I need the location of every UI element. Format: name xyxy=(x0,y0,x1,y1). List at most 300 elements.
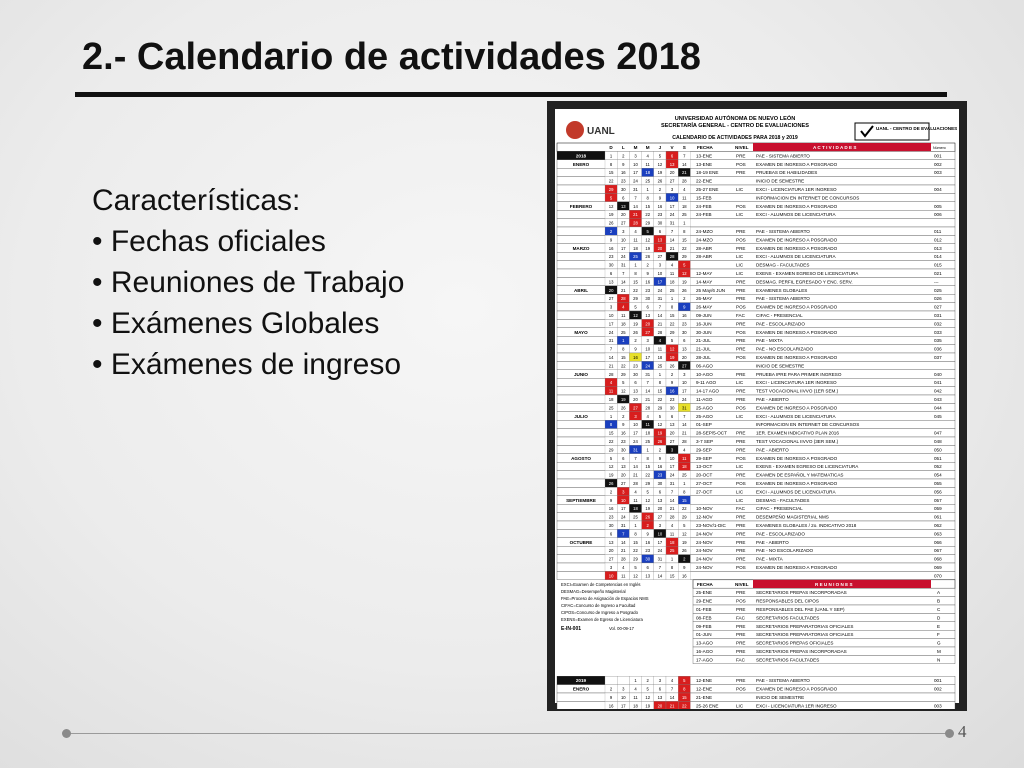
day-number: 2 xyxy=(658,447,662,453)
activity-level: POS xyxy=(736,565,746,570)
day-number: 15 xyxy=(633,539,638,545)
reunion-row xyxy=(693,597,955,605)
day-number: 13 xyxy=(608,539,614,545)
activity-number: 036 xyxy=(934,346,942,352)
day-number: 2 xyxy=(622,413,625,419)
day-number: 17 xyxy=(620,245,626,251)
day-number: 2 xyxy=(646,262,649,268)
activity-date: 25 May/6 JUN xyxy=(696,287,726,293)
day-number-2019: 20 xyxy=(657,703,663,709)
day-number-2019: 4 xyxy=(670,678,674,684)
day-number: 7 xyxy=(670,229,674,234)
day-number: 10 xyxy=(620,237,626,243)
day-number: 18 xyxy=(633,245,638,251)
day-number: 4 xyxy=(670,523,674,528)
activity-level: PRE xyxy=(736,430,746,436)
day-number: 30 xyxy=(681,329,687,335)
day-number: 8 xyxy=(646,195,649,201)
day-number: 29 xyxy=(633,296,638,302)
day-number: 3 xyxy=(609,565,613,570)
day-number: 14 xyxy=(608,355,614,360)
day-number: 22 xyxy=(669,321,675,327)
activity-date: 24-NOV xyxy=(696,539,713,545)
activity-name: EXCI - ALUMNOS DE LICENCIATURA xyxy=(756,413,836,419)
weekday-header: S xyxy=(682,145,686,150)
activity-date: 16-JUN xyxy=(696,321,712,327)
reunion-letter: F xyxy=(937,632,940,638)
activity-level: PRE xyxy=(736,472,746,478)
day-number: 10 xyxy=(657,531,663,537)
activity-number: 027 xyxy=(934,304,942,310)
reunion-level: FAC xyxy=(736,615,745,621)
day-number: 18 xyxy=(669,279,675,285)
day-number: 23 xyxy=(657,212,663,218)
activity-level: LIC xyxy=(736,497,744,503)
day-number: 16 xyxy=(608,245,614,251)
activity-name: PAE - SISTEMA ABIERTO xyxy=(756,229,810,234)
activity2019-date: 21-ENE xyxy=(696,695,713,700)
day-number: 21 xyxy=(620,287,626,293)
day-number: 16 xyxy=(608,506,614,512)
activity-date: 25-AGO xyxy=(696,413,713,419)
day-number: 10 xyxy=(645,346,651,352)
day-number: 17 xyxy=(681,388,687,394)
day-number: 14 xyxy=(681,161,687,167)
month-label: ABRIL xyxy=(573,287,589,293)
activity-level: PRE xyxy=(736,170,746,176)
activity-level: PRE xyxy=(736,279,746,285)
day-number: 4 xyxy=(646,413,649,419)
day-number: 13 xyxy=(633,388,638,394)
day-number-2019: 3 xyxy=(622,686,625,692)
day-number: 11 xyxy=(621,573,626,579)
day-number-2019: 8 xyxy=(683,686,686,692)
day-number: 11 xyxy=(657,346,663,352)
day-number: 1 xyxy=(634,523,637,528)
month-label: JULIO xyxy=(574,413,588,419)
day-number: 24 xyxy=(657,548,663,554)
day-number: 5 xyxy=(646,489,649,495)
day-number: 10 xyxy=(620,497,626,503)
activity-name: EXAMENES GLOBALES xyxy=(756,287,808,293)
day-number: 15 xyxy=(681,237,687,243)
day-number: 26 xyxy=(645,254,651,260)
activity-number: 068 xyxy=(934,556,942,562)
day-number: 31 xyxy=(681,405,687,411)
day-number: 5 xyxy=(658,153,662,159)
day-number-2019: 7 xyxy=(670,686,674,692)
day-number: 29 xyxy=(681,514,687,520)
day-number-2019: 21 xyxy=(669,703,675,709)
day-number: 22 xyxy=(645,472,651,478)
activity-date: 24-NOV xyxy=(696,565,713,570)
day-number: 12 xyxy=(608,464,614,470)
day-number: 13 xyxy=(645,573,651,579)
day-number: 29 xyxy=(669,329,675,335)
activity-level: LIC xyxy=(736,212,744,218)
day-number: 20 xyxy=(669,170,675,176)
activity-name: EXENS - EXAMEN EGRESO DE LICENCIATURA xyxy=(756,271,859,276)
activity-number: 004 xyxy=(934,187,942,192)
activity-name: EXCI - ALUMNOS DE LICENCIATURA xyxy=(756,254,836,260)
activity-level: LIC xyxy=(736,254,744,260)
activity-date: 3-7 SEP xyxy=(696,439,714,444)
day-number: 9 xyxy=(658,195,662,201)
day-number: 20 xyxy=(620,212,626,218)
activity-name: PAE - SISTEMA ABIERTO xyxy=(756,296,810,302)
day-number: 3 xyxy=(683,371,686,377)
day-number: 19 xyxy=(669,355,675,360)
day-number: 18 xyxy=(657,355,663,360)
reunion-name: SECRETARIOS FACULTADES xyxy=(756,615,820,621)
day-number: 8 xyxy=(646,455,649,461)
day-number: 14 xyxy=(657,313,663,318)
activity-name: INICIO DE SEMESTRE xyxy=(756,363,805,369)
activity-date: 25-AGO xyxy=(696,405,713,411)
day-number: 23 xyxy=(657,472,663,478)
day-number: 10 xyxy=(608,573,614,579)
day-number: 5 xyxy=(634,304,637,310)
day-number: 24 xyxy=(608,329,614,335)
activity2019-number: 003 xyxy=(934,703,942,709)
activity-date: 9-11 AGO xyxy=(696,380,717,386)
activity-date: 28-ABR xyxy=(696,245,713,251)
activity-number: 042 xyxy=(934,388,942,394)
activity-number: 014 xyxy=(934,254,942,260)
day-number: 3 xyxy=(658,262,662,268)
day-number: 3 xyxy=(646,338,649,344)
day-number: 31 xyxy=(669,220,675,226)
day-number: 16 xyxy=(620,430,626,436)
activity-name: INICIO DE SEMESTRE xyxy=(756,178,805,184)
day-number: 1 xyxy=(609,153,613,159)
day-number: 23 xyxy=(620,439,626,444)
day-number: 7 xyxy=(670,489,674,495)
activity-date: 28-ABR xyxy=(696,254,713,260)
day-number: 30 xyxy=(657,220,663,226)
activity-date: 24-NOV xyxy=(696,556,713,562)
day-number: 12 xyxy=(633,573,638,579)
day-number: 17 xyxy=(633,430,638,436)
activity-number: 044 xyxy=(934,405,942,411)
day-number: 16 xyxy=(657,203,663,209)
activity-number: 040 xyxy=(934,371,942,377)
day-number: 9 xyxy=(658,455,662,461)
day-number: 4 xyxy=(683,447,686,453)
day-number: 20 xyxy=(620,472,626,478)
day-number: 1 xyxy=(683,481,686,486)
activity-date: 01-SEP xyxy=(696,422,712,428)
day-number: 27 xyxy=(633,405,638,411)
day-number: 1 xyxy=(609,413,613,419)
day-number: 16 xyxy=(620,170,626,176)
reunion-level: POS xyxy=(736,598,746,604)
day-number: 19 xyxy=(645,506,651,512)
activity-number: 051 xyxy=(934,455,942,461)
activity-level: POS xyxy=(736,329,746,335)
activity-level: FAC xyxy=(736,506,745,512)
reunion-name: SECRETARIOS PREPARATORIAS OFICIALES xyxy=(756,632,854,638)
activity-level: PRE xyxy=(736,287,746,293)
day-number: 9 xyxy=(609,237,613,243)
activity-date: 29-SEP xyxy=(696,447,712,453)
activity-level: PRE xyxy=(736,439,746,444)
day-number: 26 xyxy=(669,363,675,369)
day-number: 24 xyxy=(633,439,638,444)
day-number: 5 xyxy=(622,380,625,386)
activity-name: EXAMEN DE INGRESO A POSGRADO xyxy=(756,161,838,167)
day-number: 15 xyxy=(645,203,651,209)
day-number: 24 xyxy=(620,254,626,260)
day-number: 27 xyxy=(620,220,626,226)
reunion-name: SECRETARIOS PREPAS INCORPORADAS xyxy=(756,649,847,654)
day-number: 13 xyxy=(620,203,626,209)
reunion-row xyxy=(693,613,955,621)
reunion-level: FAC xyxy=(736,657,745,663)
day-number: 21 xyxy=(681,170,687,176)
day-number: 25 xyxy=(669,287,675,293)
weekday-header: M xyxy=(633,145,638,150)
day-number: 11 xyxy=(682,455,687,461)
day-number: 6 xyxy=(658,229,662,234)
reunion-letter: G xyxy=(937,640,941,646)
activity-number: 041 xyxy=(934,380,942,386)
legend-line: EXCI=Examen de Competencias en Inglés xyxy=(561,581,641,587)
activity-number: 054 xyxy=(934,472,942,478)
day-number: 23 xyxy=(681,321,687,327)
day-number: 9 xyxy=(683,304,686,310)
activity-date: 24-NOV xyxy=(696,548,713,554)
day-number: 28 xyxy=(633,481,638,486)
day-number: 11 xyxy=(633,237,638,243)
activity2019-number: 002 xyxy=(934,686,942,692)
day-number-2019: 4 xyxy=(634,686,637,692)
day-number: 27 xyxy=(645,329,651,335)
reunion-level: PRE xyxy=(736,649,746,654)
day-number: 22 xyxy=(633,287,638,293)
activity-name: EXENS - EXAMEN EGRESO DE LICENCIATURA xyxy=(756,464,859,470)
reunion-letter: N xyxy=(937,657,941,663)
bullet-fechas: • Fechas oficiales xyxy=(92,225,326,258)
weekday-header: V xyxy=(670,145,674,150)
activity-level: LIC xyxy=(736,271,744,276)
activity-number: 033 xyxy=(934,329,942,335)
day-number: 9 xyxy=(622,422,625,428)
activity-number: --- xyxy=(934,279,939,285)
month-label: JUNIO xyxy=(573,371,589,377)
day-number: 17 xyxy=(669,203,675,209)
day-number: 13 xyxy=(669,422,675,428)
activity-name: EXAMEN DE INGRESO A POSGRADO xyxy=(756,237,838,243)
day-number: 2 xyxy=(646,523,649,528)
day-number: 28 xyxy=(633,220,638,226)
reunion-name: RESPONSABLES DEL PAE (UANL Y SEP) xyxy=(756,607,845,612)
day-number: 29 xyxy=(608,447,614,453)
day-number: 28 xyxy=(608,371,614,377)
day-number: 23 xyxy=(620,178,626,184)
day-number: 27 xyxy=(657,254,663,260)
day-number: 5 xyxy=(658,413,662,419)
day-number: 14 xyxy=(633,464,638,470)
activity-name: PRUEBAS DE HABILIDADES xyxy=(756,170,818,176)
activity-date: 27-OCT xyxy=(696,481,713,486)
day-number: 2 xyxy=(683,296,686,302)
day-number: 7 xyxy=(634,455,637,461)
day-number: 6 xyxy=(646,565,649,570)
reunion-name: SECRETARIOS FACULTADES xyxy=(756,657,820,663)
day-number: 24 xyxy=(633,178,638,184)
day-number: 9 xyxy=(634,346,637,352)
day-number: 15 xyxy=(620,355,626,360)
reunion-letter: M xyxy=(937,649,941,654)
day-number: 31 xyxy=(657,296,663,302)
day-number: 3 xyxy=(670,187,674,192)
activity2019-date: 25-26 ENE xyxy=(696,703,719,709)
day-number: 24 xyxy=(657,287,663,293)
day-number: 25 xyxy=(620,329,626,335)
day-number-2019: 22 xyxy=(681,703,687,709)
day-number: 5 xyxy=(683,262,686,268)
day-number-2019: 12 xyxy=(645,695,651,700)
activity-name: PAE - NO ESCOLARIZADO xyxy=(756,346,814,352)
day-number: 26 xyxy=(681,287,687,293)
day-number-2019: 6 xyxy=(658,686,662,692)
day-number: 10 xyxy=(608,313,614,318)
day-number: 25 xyxy=(681,212,687,218)
secretary-name: SECRETARÍA GENERAL - CENTRO DE EVALUACIONES xyxy=(660,123,810,129)
activity-level: POS xyxy=(736,481,746,486)
footer-dot-left xyxy=(62,729,71,738)
day-number: 31 xyxy=(620,523,626,528)
day-number: 12 xyxy=(657,422,663,428)
activity-date: 28-SEP/5-OCT xyxy=(696,430,727,436)
activity-date: 24-FEB xyxy=(696,212,712,218)
reunion-name: RESPONSABLES DEL CIPOS xyxy=(756,598,819,604)
day-number: 31 xyxy=(669,481,675,486)
fecha-header: FECHA xyxy=(697,145,713,150)
day-number: 3 xyxy=(634,413,637,419)
day-number: 18 xyxy=(633,506,638,512)
activity-name: DESMAG. PERFIL EGRESADO Y ENC. SERV. xyxy=(756,279,853,285)
activity-name: PAE - ABIERTO xyxy=(756,447,789,453)
activity-name: TEST VOCACIONAL IIVVO (3ER SEM.) xyxy=(756,439,839,444)
day-number: 26 xyxy=(657,439,663,444)
month-label: MARZO xyxy=(572,245,590,251)
day-number: 20 xyxy=(645,321,651,327)
day-number: 30 xyxy=(645,556,651,562)
day-number: 17 xyxy=(633,170,638,176)
activity-level: PRE xyxy=(736,388,746,394)
day-number: 11 xyxy=(645,422,650,428)
activity-number: 015 xyxy=(934,262,942,268)
activity2019-name: PAE - SISTEMA ABIERTO xyxy=(756,678,810,684)
day-number: 2 xyxy=(658,187,662,192)
day-number: 11 xyxy=(682,195,687,201)
activity-date: 10-NOV xyxy=(696,506,713,512)
day-number: 23 xyxy=(608,254,614,260)
day-number: 18 xyxy=(681,203,687,209)
day-number: 7 xyxy=(646,380,649,386)
calendar-document xyxy=(547,101,967,711)
day-number: 25 xyxy=(645,439,651,444)
document-version: Vol. 00-09-17 xyxy=(609,625,634,631)
reunion-letter: E xyxy=(937,623,941,629)
day-number: 25 xyxy=(608,405,614,411)
activity-name: PAE - NO ESCOLARIZADO xyxy=(756,548,814,554)
day-number: 15 xyxy=(608,430,614,436)
day-number: 22 xyxy=(657,397,663,402)
day-cell-2019 xyxy=(617,676,629,684)
page-number: 4 xyxy=(958,722,967,741)
activity-date: 25-27 ENE xyxy=(696,187,719,192)
actividades-header: A C T I V I D A D E S xyxy=(813,145,857,150)
day-number: 9 xyxy=(609,497,613,503)
day-number: 29 xyxy=(633,556,638,562)
day-number: 12 xyxy=(681,271,687,276)
day-number: 12 xyxy=(645,237,651,243)
day-number: 27 xyxy=(669,178,675,184)
day-number: 21 xyxy=(669,506,675,512)
day-number: 13 xyxy=(657,497,663,503)
day-number: 7 xyxy=(683,413,686,419)
day-number: 26 xyxy=(645,514,651,520)
weekday-header: M xyxy=(645,145,650,150)
reunion-level: PRE xyxy=(736,623,746,629)
day-number: 5 xyxy=(646,229,649,234)
day-number: 17 xyxy=(620,506,626,512)
day-number: 29 xyxy=(620,371,626,377)
day-number: 3 xyxy=(670,447,674,453)
activity-number: 050 xyxy=(934,447,942,453)
day-number: 13 xyxy=(669,161,675,167)
day-number: 28 xyxy=(681,178,687,184)
day-number: 4 xyxy=(670,262,674,268)
activity-level: PRE xyxy=(736,523,746,528)
activity-level: PRE xyxy=(736,245,746,251)
features-list xyxy=(92,180,404,385)
day-number: 3 xyxy=(622,489,625,495)
activity-date: 26-MAY xyxy=(696,296,713,302)
activity-number: 013 xyxy=(934,245,942,251)
day-number: 26 xyxy=(657,178,663,184)
day-number: 13 xyxy=(657,237,663,243)
activity-name: TEST VOCACIONAL IIVVO (1ER SEM.) xyxy=(756,388,839,394)
activity-name: DESMAG - FACULTADES xyxy=(756,497,810,503)
activity-number: 056 xyxy=(934,489,942,495)
day-number: 2 xyxy=(622,153,625,159)
activity-number: 011 xyxy=(934,229,942,234)
day-number: 19 xyxy=(681,539,687,545)
day-number: 12 xyxy=(633,313,638,318)
day-number: 14 xyxy=(645,388,651,394)
activity-number: 025 xyxy=(934,287,942,293)
activity-level: POS xyxy=(736,161,746,167)
activity-name: CIFAC - PRESENCIAL xyxy=(756,506,803,512)
activity-date: 30-JUN xyxy=(696,329,712,335)
legend-line: CIFAC=Concurso de Ingreso a Facultad xyxy=(561,602,636,608)
activity-level: POS xyxy=(736,203,746,209)
day-number-2019: 1 xyxy=(634,678,637,684)
activity-level: POS xyxy=(736,455,746,461)
day-number: 28 xyxy=(620,296,626,302)
activity2019-level: POS xyxy=(736,686,746,692)
activity-number: 055 xyxy=(934,481,942,486)
day-number: 28 xyxy=(645,405,651,411)
day-number: 22 xyxy=(645,212,651,218)
reunion-letter: B xyxy=(937,598,941,604)
day-number-2019: 9 xyxy=(609,695,613,700)
day-number: 8 xyxy=(670,304,674,310)
